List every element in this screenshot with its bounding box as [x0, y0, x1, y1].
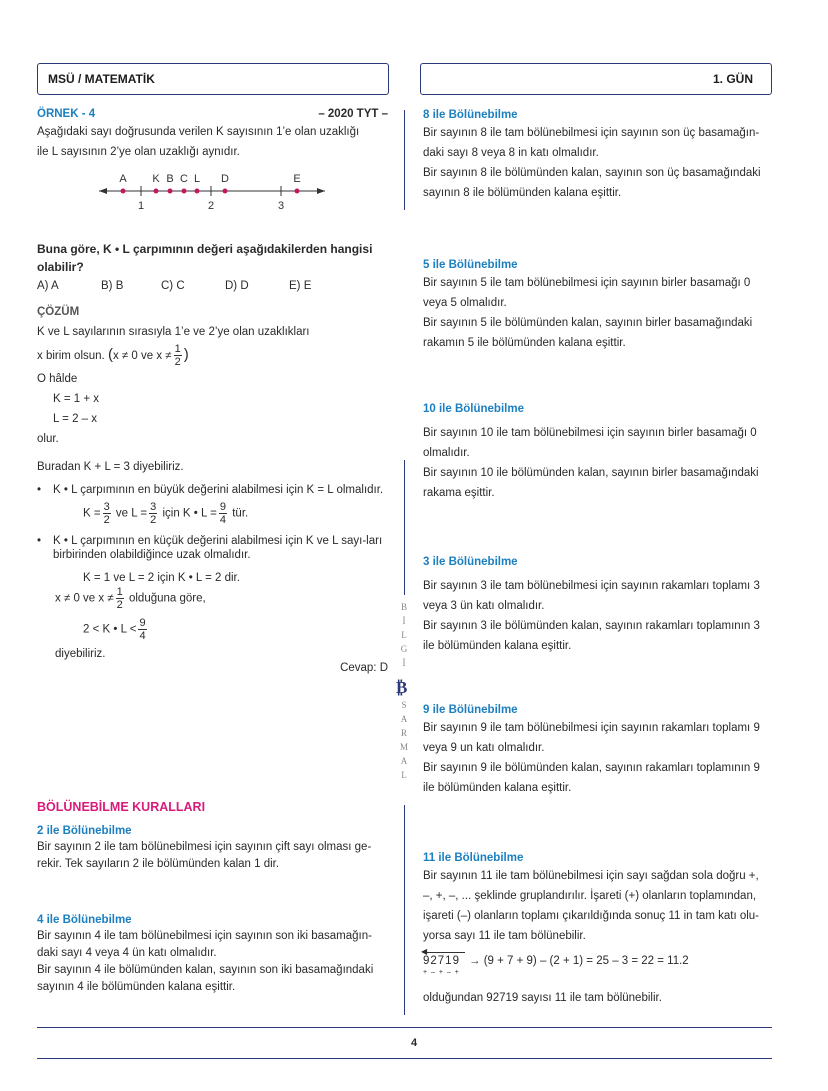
solution-title: ÇÖZÜM	[37, 306, 80, 318]
point-L	[195, 189, 200, 194]
rule-2: 2 ile Bölünebilme Bir sayının 2 ile tam bölünebilmesi için sayının çift sayı olması ge- rekir. Tek sayıların 2 ile bölümünden kalan 1 dir.	[37, 825, 389, 873]
option-b: B) B	[101, 280, 124, 292]
point-label: D	[221, 173, 229, 185]
option-e: E) E	[289, 280, 312, 292]
point-B	[168, 189, 173, 194]
eleven-number: 92719	[423, 955, 460, 967]
rule-10: 10 ile Bölünebilme Bir sayının 10 ile tam bölünebilmesi için sayının birler basamağı 0 olmalıdır. Bir sayının 10 ile bölümünden kalan, sayının birler basamağındaki rakama eşittir.	[423, 403, 759, 499]
watermark-top: B İ L G İ	[400, 602, 408, 668]
eleven-conclusion: olduğundan 92719 sayısı 11 ile tam bölünebilir.	[423, 992, 662, 1004]
tick-label: 3	[277, 200, 285, 212]
option-d: D) D	[225, 280, 249, 292]
watermark-bottom: S A R M A L	[399, 700, 408, 780]
rule-title: 4 ile Bölünebilme	[37, 914, 132, 926]
solution-line: x birim olsun. (x ≠ 0 ve x ≠ $\frac{1}{2}$ )	[37, 343, 189, 369]
point-E	[295, 189, 300, 194]
rule-5: 5 ile Bölünebilme Bir sayının 5 ile tam bölünebilmesi için sayının birler basamağı 0 veya 5 olmalıdır. Bir sayının 5 ile bölümünden kalan, sayının birler basamağındaki rakamın 5 ile bölümünden kalana eşittir.	[423, 259, 753, 349]
solution-line: K = 1 + x	[53, 393, 100, 405]
eleven-calc: → (9 + 7 + 9) – (2 + 1) = 25 – 3 = 22 = 11.2	[469, 955, 689, 967]
condition-line: x ≠ 0 ve x ≠ $\frac{1}{2}$ olduğuna göre,	[55, 586, 206, 611]
rules-title: BÖLÜNEBİLME KURALLARI	[37, 800, 206, 814]
question-line: Aşağıdaki sayı doğrusunda verilen K sayısının 1’e olan uzaklığı	[37, 126, 360, 138]
solution-line: olur.	[37, 433, 59, 445]
rule-title: 2 ile Bölünebilme	[37, 825, 132, 837]
logo-icon: ₿	[396, 678, 408, 697]
solution-line: Buradan K + L = 3 diyebiliriz.	[37, 461, 184, 473]
rule-8: 8 ile Bölünebilme Bir sayının 8 ile tam bölünebilmesi için sayının son üç basamağın- daki sayı 8 veya 8 in katı olmalıdır. Bir sayının 8 ile bölümünden kalan, sayının son üç basamağındaki sayının 8 ile bölümünden kalana eşittir.	[423, 109, 761, 199]
rule-4: 4 ile Bölünebilme Bir sayının 4 ile tam bölünebilmesi için sayının son iki basamağın- daki sayı 4 veya 4 ün katı olmalıdır. Bir sayının 4 ile bölümünden kalan, sayının son iki basamağındaki sayının 4 ile bölümünden kalana eşittir.	[37, 914, 389, 996]
point-K	[154, 189, 159, 194]
question-prompt: Buna göre, K • L çarpımının değeri aşağıdakilerden hangisi olabilir?	[37, 242, 373, 274]
rule-9: 9 ile Bölünebilme Bir sayının 9 ile tam bölünebilmesi için sayının rakamları toplamı 9 veya 9 un katı olmalıdır. Bir sayının 9 ile bölümünden kalan, sayının rakamları toplamının 9 ile bölümünden kalana eşittir.	[423, 704, 760, 794]
solution-line: O hâlde	[37, 373, 78, 385]
solution-line: diyebiliriz.	[55, 648, 106, 660]
point-C	[182, 189, 187, 194]
formula-min: K = 1 ve L = 2 için K • L = 2 dir.	[83, 572, 240, 584]
inequality: 2 < K • L < $\frac{9}{4}$	[83, 617, 146, 642]
page-number: 4	[410, 1037, 418, 1049]
column-divider	[404, 805, 405, 1015]
column-divider	[404, 460, 405, 595]
eleven-signs: + – + – +	[423, 969, 460, 976]
option-c: C) C	[161, 280, 185, 292]
footer-line	[37, 1058, 772, 1059]
column-divider	[404, 110, 405, 210]
point-D	[223, 189, 228, 194]
answer: Cevap: D	[340, 662, 388, 674]
point-label: K	[152, 173, 160, 185]
point-label: A	[119, 173, 127, 185]
bullet-max: • K • L çarpımının en büyük değerini alabilmesi için K = L olmalıdır.	[37, 484, 384, 496]
point-label: B	[166, 173, 174, 185]
rule-11: 11 ile Bölünebilme Bir sayının 11 ile tam bölünebilmesi için sayı sağdan sola doğru +, –, +, –, ... şeklinde gruplandırılır. İşareti (+) olanların toplamından, işareti (–) olanların toplamı çıkarıldığında sonuç 11 in tam katı olu- yorsa sayı 11 ile tam bölünebilir. ◀ 92719 + – + – + → (9 + 7 + 9) – (2 + 1) = 25 – 3 = 22 = 11.2 olduğundan 92719 sayısı 11 ile tam bölünebilir.	[423, 852, 775, 1004]
arrow-left-icon	[423, 952, 465, 953]
question-text	[37, 122, 388, 162]
tick-label: 2	[207, 200, 215, 212]
options	[37, 280, 388, 292]
tick-label: 1	[137, 200, 145, 212]
eleven-example: ◀ 92719 + – + – + → (9 + 7 + 9) – (2 + 1) = 25 – 3 = 22 = 11.2	[421, 947, 689, 976]
header-subject: MSÜ / MATEMATİK	[37, 63, 389, 95]
example-source: – 2020 TYT –	[318, 108, 388, 120]
point-label: C	[180, 173, 188, 185]
point-A	[121, 189, 126, 194]
example-title: ÖRNEK - 4	[37, 108, 96, 120]
example-header	[37, 108, 388, 120]
question-line: ile L sayısının 2’ye olan uzaklığı aynıdır.	[37, 146, 240, 158]
solution-line: L = 2 – x	[53, 413, 98, 425]
solution-line: K ve L sayılarının sırasıyla 1’e ve 2’ye olan uzaklıkları	[37, 326, 310, 338]
bullet-min: • K • L çarpımının en küçük değerini alabilmesi için K ve L sayı-ları birbirinden olabildiğince uzak olmalıdır.	[37, 535, 383, 561]
formula-max: K = $\frac{3}{2}$ ve L = $\frac{3}{2}$ için K • L = $\frac{9}{4}$ tür.	[83, 501, 249, 526]
rule-3: 3 ile Bölünebilme Bir sayının 3 ile tam bölünebilmesi için sayının rakamları toplamı 3 veya 3 ün katı olmalıdır. Bir sayının 3 ile bölümünden kalan, sayının rakamları toplamının 3 ile bölümünden kalana eşittir.	[423, 556, 760, 652]
footer-line	[37, 1027, 772, 1028]
option-a: A) A	[37, 280, 59, 292]
number-line	[37, 170, 388, 220]
header-day: 1. GÜN	[420, 63, 772, 95]
point-label: L	[193, 173, 201, 185]
point-label: E	[293, 173, 301, 185]
